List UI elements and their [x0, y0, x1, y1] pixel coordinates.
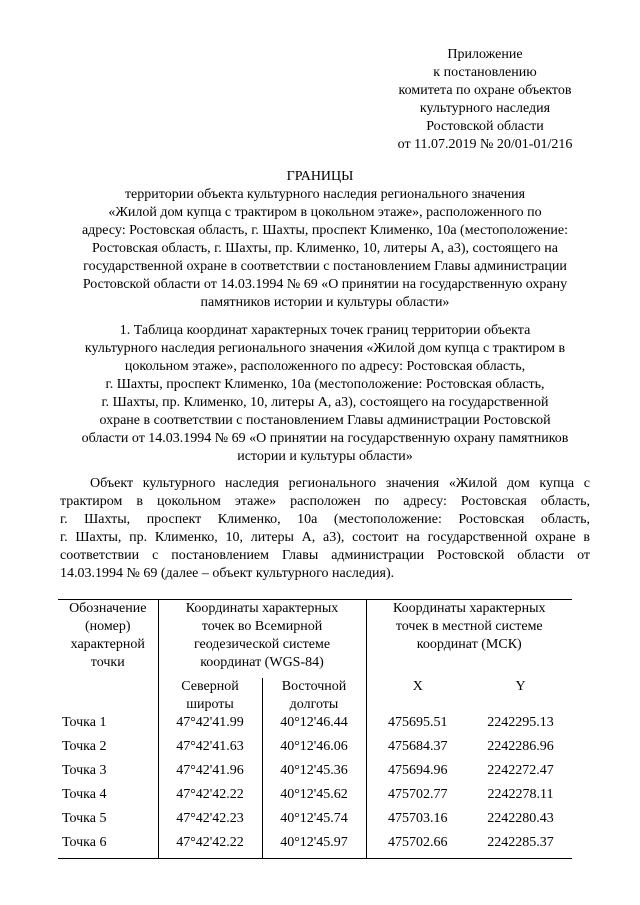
table-row — [58, 714, 572, 738]
point-name: Точка 3 — [62, 763, 107, 778]
point-name: Точка 2 — [62, 739, 107, 754]
table-row — [58, 810, 572, 834]
header-msk: Координаты характерных точек в местной системе координат (МСК) — [366, 600, 572, 679]
point-lon: 40°12'45.62 — [262, 786, 366, 810]
point-y: 2242280.43 — [487, 811, 554, 826]
paragraph-line: соответствии с постановлением Главы администрации Ростовской области от — [60, 548, 590, 563]
point-lat: 47°42'41.96 — [158, 762, 262, 786]
subtitle-line: территории объекта культурного наследия регионального значения — [124, 187, 526, 202]
subtitle-line: памятников истории и культуры области» — [200, 295, 450, 310]
appendix-line: от 11.07.2019 № 20/01-01/216 — [397, 137, 573, 152]
section-heading — [60, 322, 590, 466]
subheader-north-latitude: Северной широты — [158, 678, 262, 714]
section-line: г. Шахты, проспект Клименко, 10а (местоположение: Ростовская область, — [105, 377, 545, 392]
table-row — [58, 762, 572, 786]
point-y: 2242295.13 — [487, 715, 554, 730]
point-lon: 40°12'46.44 — [262, 714, 366, 738]
appendix-line: комитета по охране объектов — [398, 83, 572, 98]
point-lat: 47°42'42.22 — [158, 834, 262, 859]
subtitle-line: Ростовская область, г. Шахты, пр. Клименко, 10, литеры А, а3), состоящего на — [92, 241, 558, 256]
table-row — [58, 738, 572, 762]
point-lon: 40°12'45.97 — [262, 834, 366, 859]
appendix-block — [380, 46, 590, 154]
point-name: Точка 6 — [58, 834, 158, 859]
point-y: 2242278.11 — [487, 787, 554, 802]
subtitle-line: государственной охране в соответствии с постановлением Главы администрации — [83, 259, 567, 274]
document-subtitle — [60, 186, 590, 312]
table-row — [58, 786, 572, 810]
point-name: Точка 4 — [62, 787, 107, 802]
paragraph-line: 14.03.1994 № 69 (далее – объект культурного наследия). — [60, 566, 395, 581]
point-name: Точка 5 — [62, 811, 107, 826]
appendix-line: к постановлению — [433, 65, 537, 80]
section-line: охране в соответствии с постановлением Главы администрации Ростовской — [99, 413, 551, 428]
section-line: г. Шахты, пр. Клименко, 10, литеры А, а3), состоящего на государственной — [101, 395, 549, 410]
coordinates-table — [58, 599, 572, 859]
point-lon: 40°12'46.06 — [262, 738, 366, 762]
document-title: ГРАНИЦЫ — [286, 169, 354, 184]
point-y: 2242272.47 — [487, 763, 554, 778]
paragraph-line: г. Шахты, пр. Клименко, 10, литеры А, а3), состоит на государственной охране в — [60, 530, 590, 545]
table-subheader-row — [58, 678, 572, 714]
subtitle-line: адресу: Ростовская область, г. Шахты, проспект Клименко, 10а (местоположение: — [81, 223, 569, 238]
paragraph-line: трактиром в цокольном этаже» расположен по адресу: Ростовская область, — [60, 494, 590, 509]
subheader-y: Y — [515, 679, 526, 694]
table-header-row — [58, 600, 572, 679]
point-name: Точка 1 — [62, 715, 107, 730]
header-point-designation: Обозначение (номер) характерной точки — [58, 600, 158, 679]
point-lat: 47°42'42.22 — [158, 786, 262, 810]
point-x: 475684.37 — [366, 738, 469, 762]
section-line: истории и культуры области» — [237, 449, 413, 464]
paragraph-line: Объект культурного наследия регионального значения «Жилой дом купца с — [90, 476, 590, 491]
appendix-line: Приложение — [447, 47, 523, 62]
point-y: 2242285.37 — [469, 834, 572, 859]
point-x: 475702.77 — [366, 786, 469, 810]
subheader-east-longitude: Восточной долготы — [262, 678, 366, 714]
point-lat: 47°42'41.99 — [158, 714, 262, 738]
appendix-line: культурного наследия — [419, 101, 551, 116]
paragraph-line: г. Шахты, проспект Клименко, 10а (местоположение: Ростовская область, — [60, 512, 590, 527]
point-y: 2242286.96 — [487, 739, 554, 754]
subheader-empty — [58, 678, 158, 714]
body-paragraph — [60, 475, 590, 583]
subheader-x: X — [366, 678, 469, 714]
subtitle-line: Ростовской области от 14.03.1994 № 69 «О принятии на государственную охрану — [82, 277, 568, 292]
header-wgs84: Координаты характерных точек во Всемирной геодезической системе координат (WGS-84) — [158, 600, 366, 679]
table-row — [58, 834, 572, 859]
point-lon: 40°12'45.36 — [262, 762, 366, 786]
point-x: 475694.96 — [366, 762, 469, 786]
section-line: области от 14.03.1994 № 69 «О принятии на государственную охрану памятников — [81, 431, 569, 446]
appendix-line: Ростовской области — [426, 119, 544, 134]
section-line: 1. Таблица координат характерных точек границ территории объекта — [119, 323, 531, 338]
point-x: 475702.66 — [366, 834, 469, 859]
point-x: 475695.51 — [366, 714, 469, 738]
section-line: культурного наследия регионального значения «Жилой дом купца с трактиром в — [84, 341, 566, 356]
point-lon: 40°12'45.74 — [262, 810, 366, 834]
point-lat: 47°42'42.23 — [158, 810, 262, 834]
point-lat: 47°42'41.63 — [158, 738, 262, 762]
subtitle-line: «Жилой дом купца с трактиром в цокольном этаже», расположенного по — [108, 205, 542, 220]
section-line: цокольном этаже», расположенного по адресу: Ростовская область, — [124, 359, 526, 374]
point-x: 475703.16 — [366, 810, 469, 834]
